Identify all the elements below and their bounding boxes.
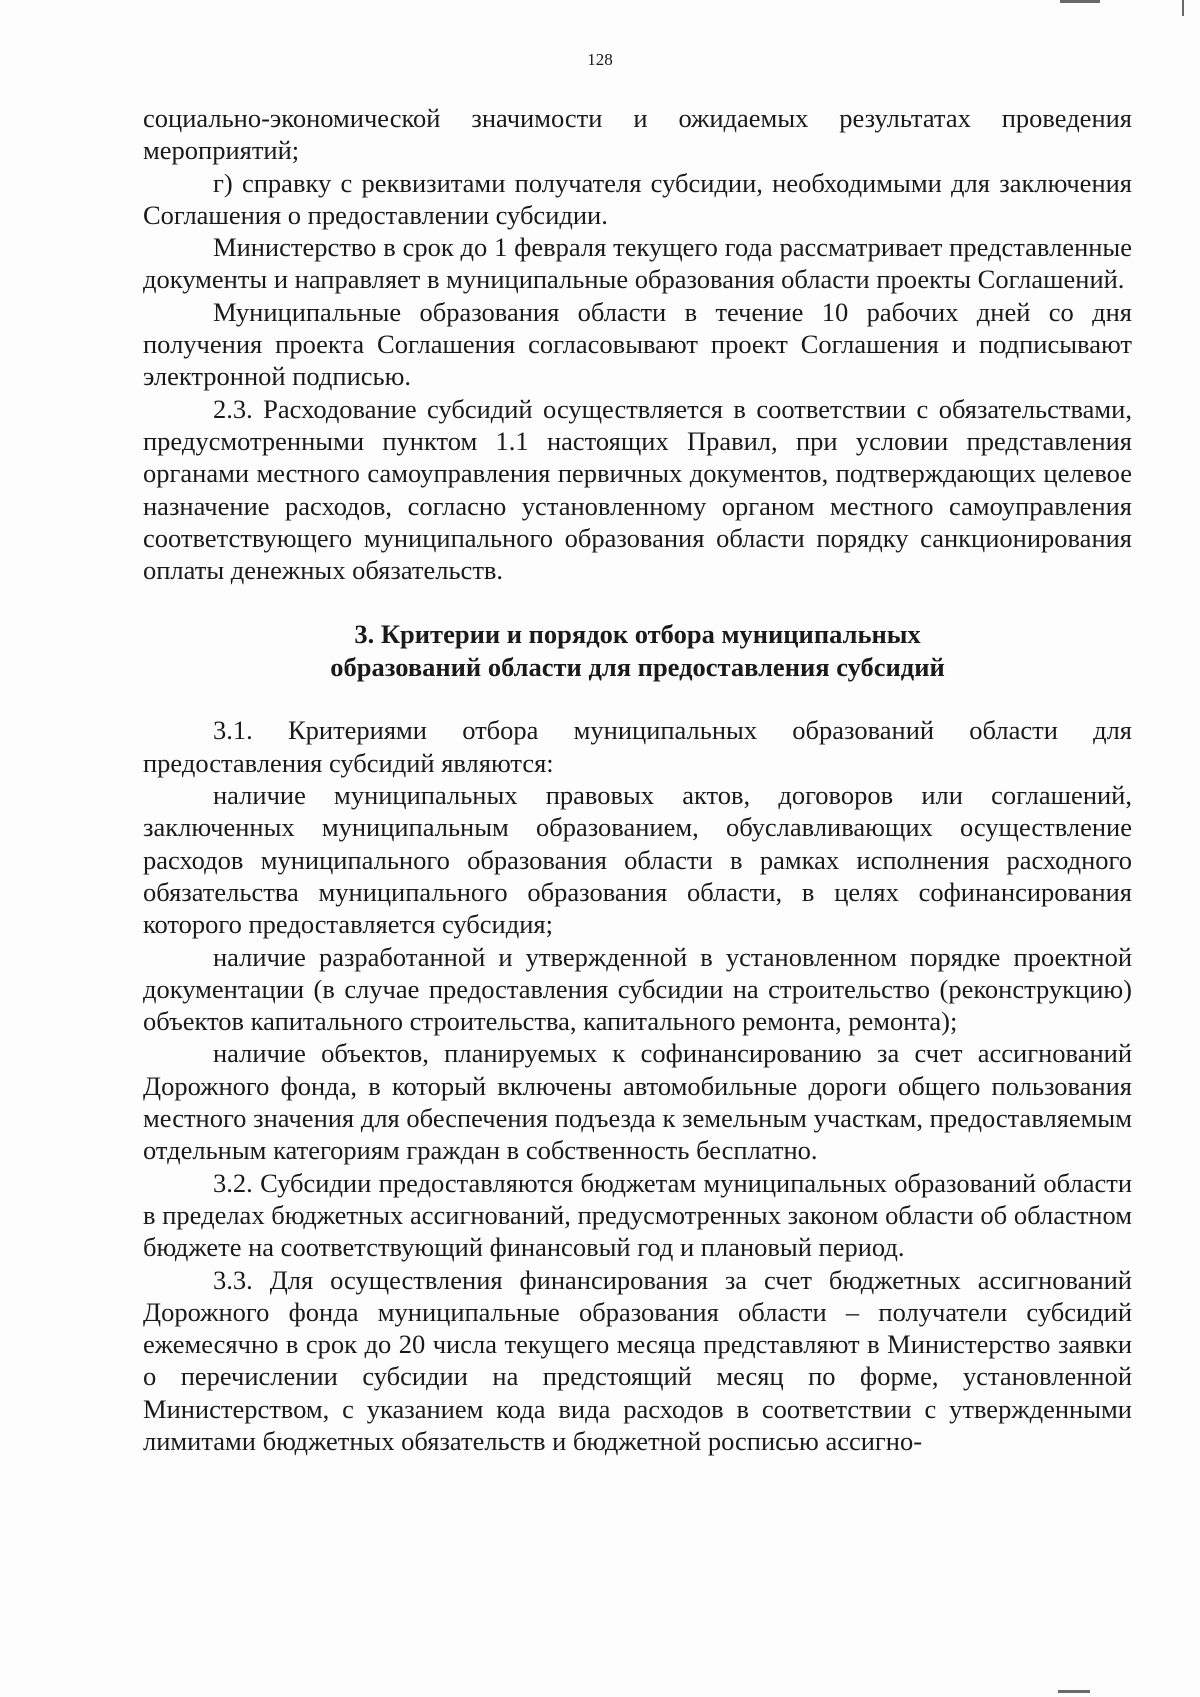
scan-artifact-bottom-right xyxy=(1058,1690,1090,1693)
paragraph-municipal-approval: Муниципальные образования области в течение 10 рабочих дней со дня получения проекта Соглашения согласовывают проект Соглашения и подписывают электронной подписью. xyxy=(143,296,1132,392)
paragraph-3-3: 3.3. Для осуществления финансирования за счет бюджетных ассигнований Дорожного фонда муниципальные образования области – получатели субсидий ежемесячно в срок до 20 числа текущего месяца представляют в Министерство заявки о перечислении субсидии на предстоящий месяц по форме, установленной Министерством, с указанием кода вида расходов в соответствии с утвержденными лимитами бюджетных обязательств и бюджетной росписью ассигно- xyxy=(143,1264,1132,1456)
paragraph-criterion-legal-acts: наличие муниципальных правовых актов, договоров или соглашений, заключенных муниципальным образованием, обуславливающих осуществление расходов муниципального образования области в рамках исполнения расходного обязательства муниципального образования области, в целях софинансирования которого предоставляется субсидия; xyxy=(143,780,1132,940)
scan-artifact-right-edge xyxy=(1182,0,1184,16)
section-3-heading-line-2: образований области для предоставления субсидий xyxy=(330,652,945,683)
paragraph-3-1: 3.1. Критериями отбора муниципальных образований области для предоставления субсидий являются: xyxy=(143,715,1132,778)
paragraph-3-2: 3.2. Субсидии предоставляются бюджетам муниципальных образований области в пределах бюджетных ассигнований, предусмотренных законом области об областном бюджете на соответствующий финансовый год и плановый период. xyxy=(143,1167,1132,1263)
section-3-heading-line-1: 3. Критерии и порядок отбора муниципальных xyxy=(354,619,921,650)
paragraph-ministry-review: Министерство в срок до 1 февраля текущего года рассматривает представленные документы и направляет в муниципальные образования области проекты Соглашений. xyxy=(143,232,1132,295)
paragraph-continued: социально-экономической значимости и ожидаемых результатах проведения мероприятий; xyxy=(143,103,1132,166)
section-3-heading xyxy=(143,618,1132,684)
paragraph-criterion-project-docs: наличие разработанной и утвержденной в установленном порядке проектной документации (в случае предоставления субсидии на строительство (реконструкцию) объектов капитального строительства, капитального ремонта, ремонта); xyxy=(143,941,1132,1037)
paragraph-item-g: г) справку с реквизитами получателя субсидии, необходимыми для заключения Соглашения о предоставлении субсидии. xyxy=(143,167,1132,230)
scan-artifact-top-right xyxy=(1060,0,1100,3)
paragraph-criterion-road-objects: наличие объектов, планируемых к софинансированию за счет ассигнований Дорожного фонда, в который включены автомобильные дороги общего пользования местного значения для обеспечения подъезда к земельным участкам, предоставляемым отдельным категориям граждан в собственность бесплатно. xyxy=(143,1038,1132,1166)
document-body xyxy=(143,102,1132,1457)
paragraph-2-3: 2.3. Расходование субсидий осуществляется в соответствии с обязательствами, предусмотренными пунктом 1.1 настоящих Правил, при условии представления органами местного самоуправления первичных документов, подтверждающих целевое назначение расходов, согласно установленному органом местного самоуправления соответствующего муниципального образования области порядку санкционирования оплаты денежных обязательств. xyxy=(143,393,1132,586)
page-number: 128 xyxy=(587,50,613,69)
